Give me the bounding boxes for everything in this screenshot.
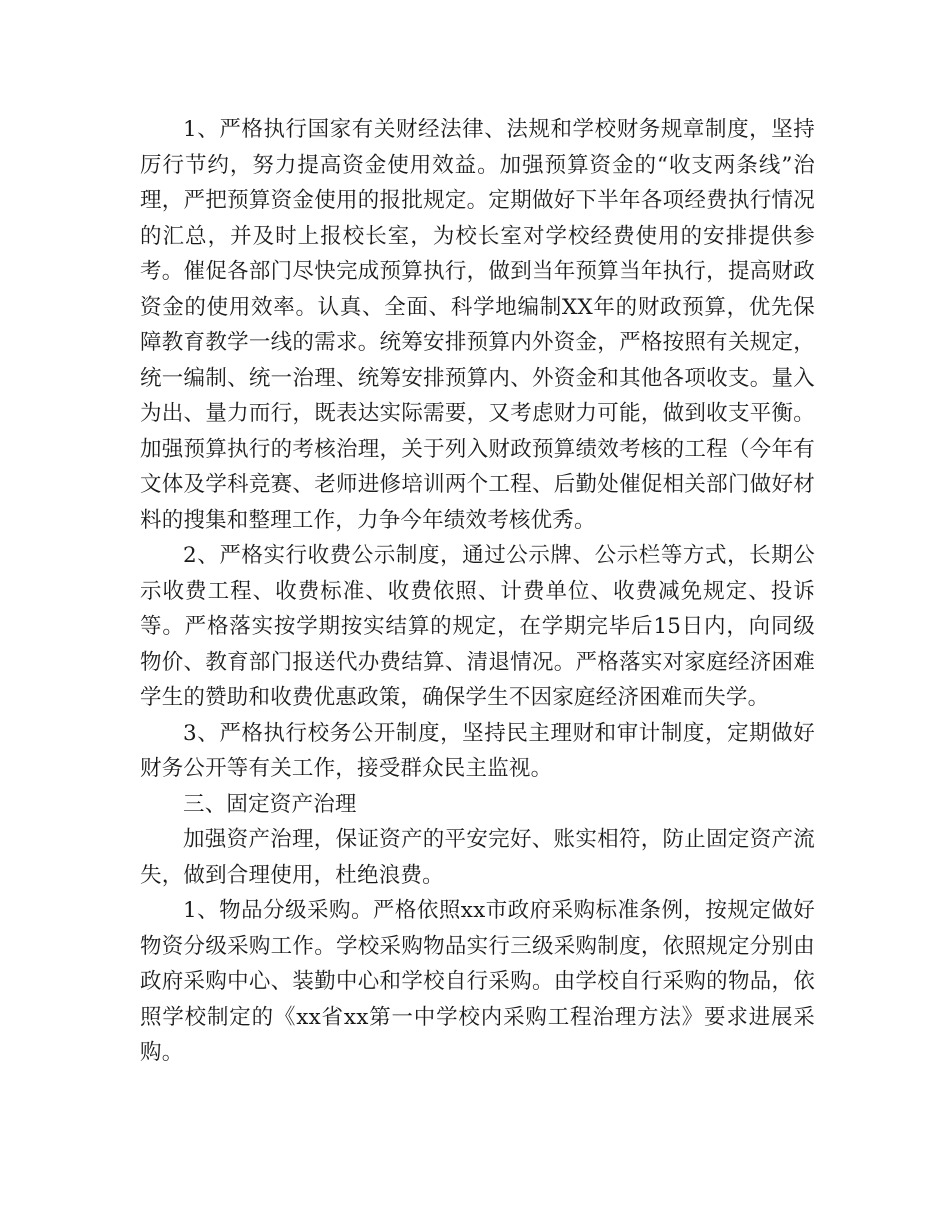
paragraph-asset-management: 加强资产治理，保证资产的平安完好、账实相符，防止固定资产流失，做到合理使用，杜绝浪费。 — [140, 827, 815, 888]
section-heading-fixed-assets: 三、固定资产治理 — [183, 791, 357, 817]
paragraph-tiered-procurement: 1、物品分级采购。严格依照xx市政府采购标准条例，按规定做好物资分级采购工作。学校采购物品实行三级采购制度，依照规定分别由政府采购中心、装勤中心和学校自行采购。由学校自行采购的物品，依照学校制定的《xx省xx第一中学校内采购工程治理方法》要求进展采购。 — [140, 898, 815, 1065]
paragraph-affairs-disclosure: 3、严格执行校务公开制度，坚持民主理财和审计制度，定期做好财务公开等有关工作，接受群众民主监视。 — [140, 720, 815, 781]
document-body — [140, 112, 815, 1071]
paragraph-budget-execution: 1、严格执行国家有关财经法律、法规和学校财务规章制度，坚持厉行节约，努力提高资金使用效益。加强预算资金的“收支两条线”治理，严把预算资金使用的报批规定。定期做好下半年各项经费执行情况的汇总，并及时上报校长室，为校长室对学校经费使用的安排提供参考。催促各部门尽快完成预算执行，做到当年预算当年执行，提高财政资金的使用效率。认真、全面、科学地编制XX年的财政预算，优先保障教育教学一线的需求。统筹安排预算内外资金，严格按照有关规定，统一编制、统一治理、统筹安排预算内、外资金和其他各项收支。量入为出、量力而行，既表达实际需要，又考虑财力可能，做到收支平衡。加强预算执行的考核治理，关于列入财政预算绩效考核的工程（今年有文体及学科竞赛、老师进修培训两个工程、后勤处催促相关部门做好材料的搜集和整理工作，力争今年绩效考核优秀。 — [140, 117, 815, 533]
paragraph-fee-disclosure: 2、严格实行收费公示制度，通过公示牌、公示栏等方式，长期公示收费工程、收费标准、收费依照、计费单位、收费减免规定、投诉等。严格落实按学期按实结算的规定，在学期完毕后15日内，向同级物价、教育部门报送代办费结算、清退情况。严格落实对家庭经济困难学生的赞助和收费优惠政策，确保学生不因家庭经济困难而失学。 — [140, 543, 815, 710]
